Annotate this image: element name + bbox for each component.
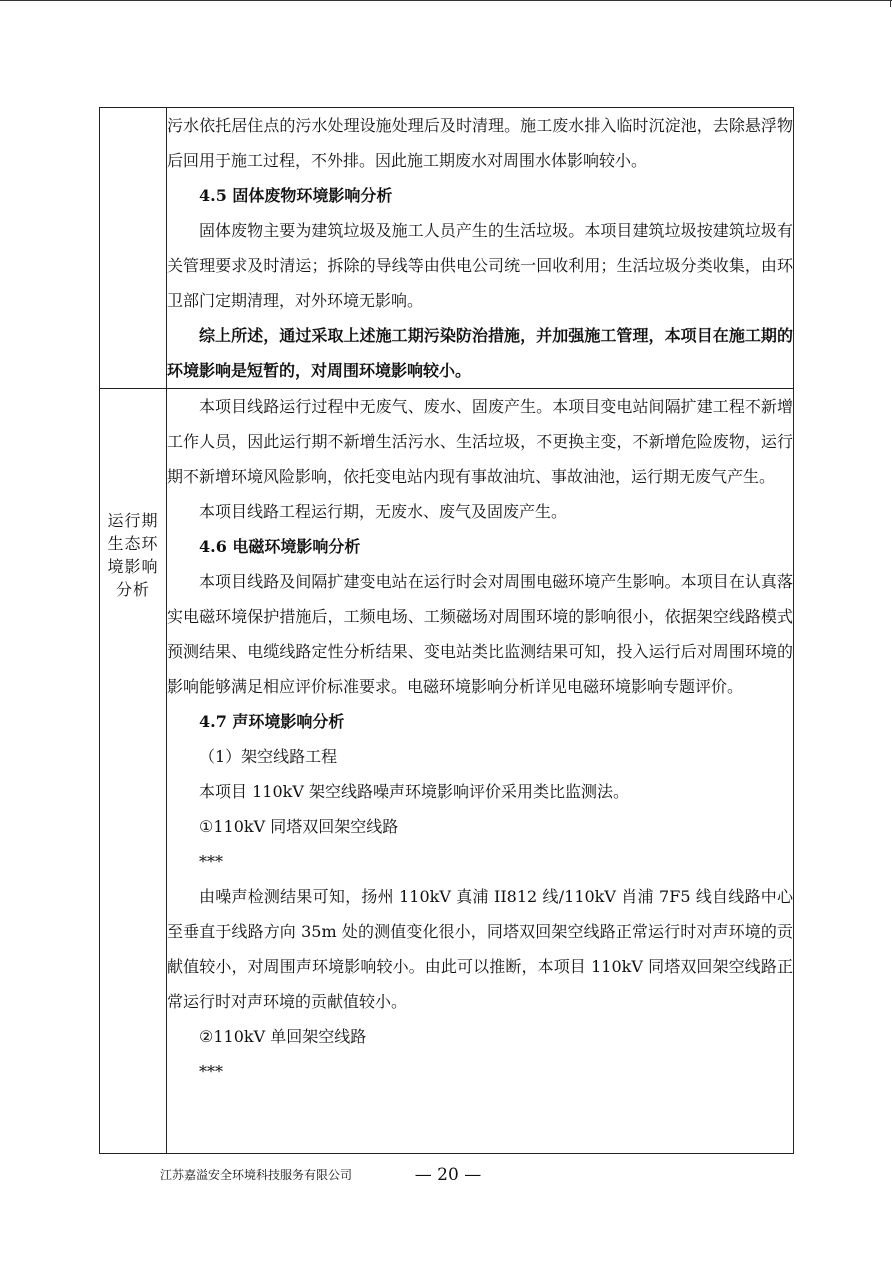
solid-waste-paragraph: 固体废物主要为建筑垃圾及施工人员产生的生活垃圾。本项目建筑垃圾按建筑垃圾有关管理要求及时清运；拆除的导线等由供电公司统一回收利用；生活垃圾分类收集，由环卫部门定期清理，对外环境无影响。	[167, 221, 793, 310]
wastewater-paragraph: 污水依托居住点的污水处理设施处理后及时清理。施工废水排入临时沉淀池，去除悬浮物后回用于施工过程，不外排。因此施工期废水对周围水体影响较小。	[167, 116, 793, 170]
solid-waste-heading: 4.5 固体废物环境影响分析	[199, 186, 393, 205]
operation-paragraph-1: 本项目线路运行过程中无废气、废水、固废产生。本项目变电站间隔扩建工程不新增工作人员，因此运行期不新增生活污水、生活垃圾，不更换主变，不新增危险废物，运行期不新增环境风险影响，依托变电站内现有事故油坑、事故油池，运行期无废气产生。	[167, 397, 793, 486]
noise-method-paragraph: 本项目 110kV 架空线路噪声环境影响评价采用类比监测法。	[199, 782, 629, 801]
top-border-line	[0, 0, 892, 1]
em-heading: 4.6 电磁环境影响分析	[199, 537, 361, 556]
em-paragraph: 本项目线路及间隔扩建变电站在运行时会对周围电磁环境产生影响。本项目在认真落实电磁环境保护措施后，工频电场、工频磁场对周围环境的影响很小，依据架空线路模式预测结果、电缆线路定性分析结果、变电站类比监测结果可知，投入运行后对周围环境的影响能够满足相应评价标准要求。电磁环境影响分析详见电磁环境影响专题评价。	[167, 572, 793, 696]
redacted-marker-2: ***	[199, 1062, 223, 1081]
construction-content-cell	[167, 108, 794, 389]
content-table	[99, 107, 794, 1154]
redacted-marker-1: ***	[199, 852, 223, 871]
operation-label: 运行期生态环境影响分析	[107, 511, 159, 599]
page-number: — 20 —	[414, 1165, 482, 1185]
operation-label-cell	[100, 389, 167, 1154]
table-row-operation	[100, 389, 794, 1154]
empty-label-cell	[100, 108, 167, 389]
construction-summary: 综上所述，通过采取上述施工期污染防治措施，并加强施工管理，本项目在施工期的环境影响是短暂的，对周围环境影响较小。	[167, 326, 793, 380]
page-footer	[0, 1165, 892, 1189]
operation-content-cell	[167, 389, 794, 1154]
single-circuit-item: ②110kV 单回架空线路	[199, 1027, 367, 1046]
footer-company-name: 江苏嘉溢安全环境科技服务有限公司	[160, 1168, 353, 1182]
overhead-line-subheading: （1）架空线路工程	[199, 747, 338, 766]
double-circuit-item: ①110kV 同塔双回架空线路	[199, 817, 399, 836]
operation-paragraph-2: 本项目线路工程运行期，无废水、废气及固废产生。	[199, 502, 568, 521]
noise-heading: 4.7 声环境影响分析	[199, 712, 345, 731]
corner-mark	[890, 0, 891, 7]
noise-result-paragraph: 由噪声检测结果可知，扬州 110kV 真浦 II812 线/110kV 肖浦 7F5 线自线路中心至垂直于线路方向 35m 处的测值变化很小，同塔双回架空线路正常运行时对声环境的贡献值较小，对周围声环境影响较小。由此可以推断，本项目 110kV 同塔双回架空线路正常运行时对声环境的贡献值较小。	[167, 887, 793, 1011]
table-row-construction	[100, 108, 794, 389]
